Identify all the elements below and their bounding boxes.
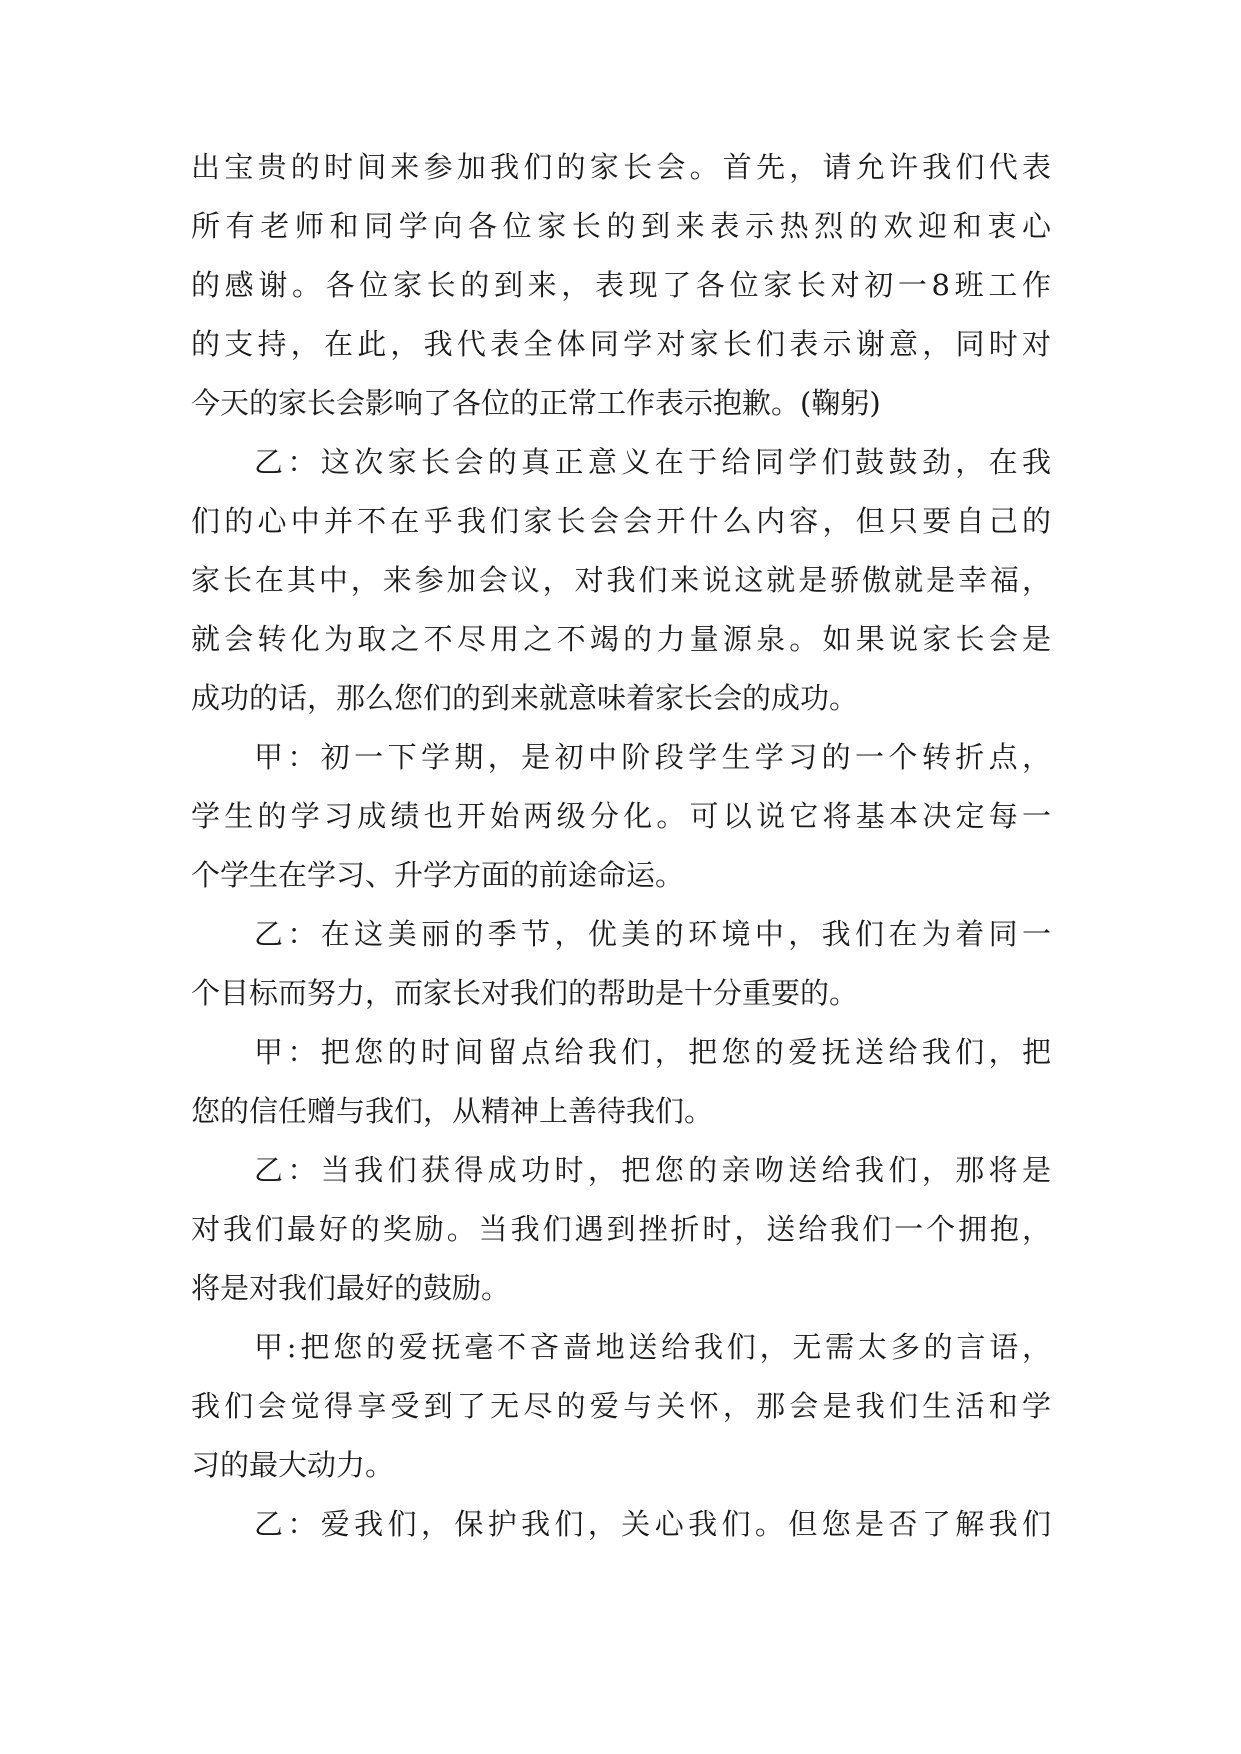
paragraph-first-line: 乙：在这美丽的季节，优美的环境中，我们在为着同一: [254, 917, 1051, 951]
text-line: 成功的话，那么您们的到来就意味着家长会的成功。: [191, 681, 859, 715]
paragraph-first-line: 甲:把您的爱抚毫不吝啬地送给我们，无需太多的言语，: [254, 1330, 1051, 1364]
paragraph-first-line: 乙：爱我们，保护我们，关心我们。但您是否了解我们: [254, 1507, 1051, 1541]
text-line: 们的心中并不在乎我们家长会会开什么内容，但只要自己的: [191, 504, 1051, 538]
text-line: 所有老师和同学向各位家长的到来表示热烈的欢迎和衷心: [191, 209, 1051, 243]
text-line: 对我们最好的奖励。当我们遇到挫折时，送给我们一个拥抱，: [191, 1212, 1051, 1246]
text-line: 学生的学习成绩也开始两级分化。可以说它将基本决定每一: [191, 799, 1051, 833]
text-line: 就会转化为取之不尽用之不竭的力量源泉。如果说家长会是: [191, 622, 1051, 656]
text-line: 您的信任赠与我们，从精神上善待我们。: [191, 1094, 714, 1128]
text-line: 习的最大动力。: [191, 1448, 395, 1482]
paragraph-first-line: 甲：把您的时间留点给我们，把您的爱抚送给我们，把: [254, 1035, 1051, 1069]
text-line: 家长在其中，来参加会议，对我们来说这就是骄傲就是幸福，: [191, 563, 1051, 597]
text-line: 今天的家长会影响了各位的正常工作表示抱歉。(鞠躬): [191, 386, 881, 420]
text-line: 个学生在学习、升学方面的前途命运。: [191, 858, 685, 892]
paragraph-first-line: 甲：初一下学期，是初中阶段学生学习的一个转折点，: [254, 740, 1051, 774]
text-line: 出宝贵的时间来参加我们的家长会。首先，请允许我们代表: [191, 150, 1051, 184]
paragraph-first-line: 乙：这次家长会的真正意义在于给同学们鼓鼓劲，在我: [254, 445, 1051, 479]
text-line: 我们会觉得享受到了无尽的爱与关怀，那会是我们生活和学: [191, 1389, 1051, 1423]
paragraph-first-line: 乙：当我们获得成功时，把您的亲吻送给我们，那将是: [254, 1153, 1051, 1187]
text-line: 个目标而努力，而家长对我们的帮助是十分重要的。: [191, 976, 859, 1010]
text-line: 将是对我们最好的鼓励。: [191, 1271, 511, 1305]
text-line: 的支持，在此，我代表全体同学对家长们表示谢意，同时对: [191, 327, 1051, 361]
text-line: 的感谢。各位家长的到来，表现了各位家长对初一8班工作: [191, 268, 1051, 302]
